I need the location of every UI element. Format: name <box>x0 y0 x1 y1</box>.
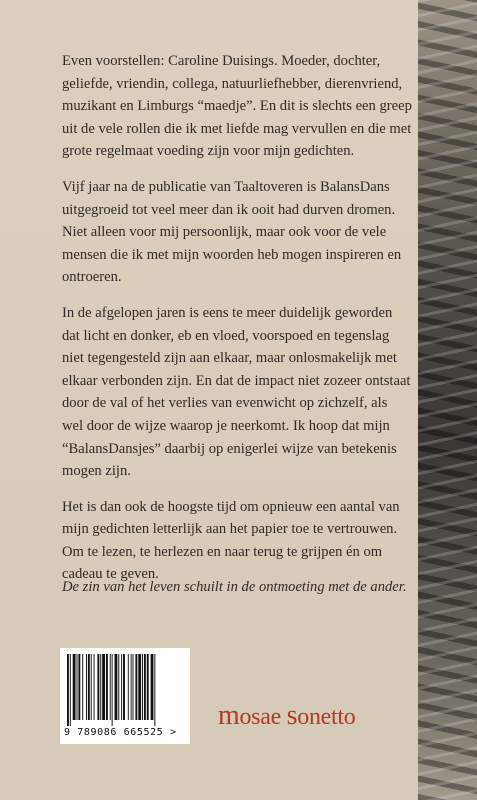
barcode-bar <box>106 654 108 720</box>
barcode-bar <box>147 654 149 720</box>
closing-quote: De zin van het leven schuilt in de ontmoeting met de ander. <box>62 579 407 595</box>
barcode-bar <box>110 654 111 720</box>
barcode-bar <box>151 654 154 720</box>
barcode-bar <box>133 654 134 720</box>
barcode-bar <box>86 654 87 720</box>
barcode-bar <box>121 654 122 720</box>
barcode-bar <box>118 654 119 720</box>
isbn-number <box>64 727 188 738</box>
barcode-bar <box>77 654 78 720</box>
barcode-bar <box>73 654 76 720</box>
barcode-bar <box>102 654 105 720</box>
barcode-bar <box>67 654 69 726</box>
isbn-digits: 9 789086 665525 <box>64 727 164 738</box>
publisher-logo-m: m <box>218 700 240 731</box>
publisher-logo <box>218 700 398 732</box>
barcode-bar <box>112 654 113 726</box>
barcode-bar <box>131 654 132 720</box>
blurb-paragraph-3: In de afgelopen jaren is eens te meer duidelijk geworden dat licht en donker, eb en vloed, voorspoed en tegenslag niet tegengesteld zijn aan elkaar, maar onlosmakelijk met elkaar verbonden zijn. En dat de impact niet zozeer ontstaat door de val of het verlies van evenwicht op zichzelf, als wel door de wijze waarop je neerkomt. Ik hoop dat mijn “BalansDansjes” daarbij op enigerlei wijze van betekenis mogen zijn. <box>62 304 411 480</box>
barcode-bar <box>88 654 90 720</box>
barcode-bar <box>138 654 141 720</box>
blurb-paragraph-2: Vijf jaar na de publicatie van Taaltoveren is BalansDans uitgegroeid tot veel meer dan ik ooit had durven dromen. Niet alleen voor mij persoonlijk, maar ook voor de vele mensen die ik met mijn woorden heb mogen inspireren en ontroeren. <box>62 178 402 286</box>
barcode-bar <box>82 654 83 720</box>
barcode-bar <box>154 654 155 726</box>
barcode-bar <box>135 654 137 720</box>
barcode-bar <box>94 654 95 720</box>
blurb-paragraph-1: Even voorstellen: Caroline Duisings. Moeder, dochter, geliefde, vriendin, collega, natuurliefhebber, dierenvriend, muzikant en Limburgs “maedje”. En dit is slechts een greep uit de vele rollen die ik met liefde mag vervullen en die met grote regelmaat voeding zijn voor mijn gedichten. <box>62 53 412 160</box>
barcode-bar <box>97 654 99 720</box>
isbn-barcode <box>60 648 190 744</box>
isbn-addon-marker: > <box>169 727 177 738</box>
barcode-bar <box>144 654 146 720</box>
publisher-logo-onetto: onetto <box>297 704 356 730</box>
cover-photo-edge <box>418 0 477 800</box>
barcode-bar <box>128 654 129 720</box>
barcode-bars <box>65 654 185 726</box>
barcode-bar <box>78 654 80 720</box>
barcode-bar <box>91 654 92 720</box>
barcode-bar <box>142 654 143 720</box>
barcode-bar <box>115 654 118 720</box>
barcode-bar <box>123 654 125 720</box>
blurb-text <box>62 50 412 599</box>
blurb-paragraph-4: Het is dan ook de hoogste tijd om opnieuw een aantal van mijn gedichten letterlijk aan het papier toe te vertrouwen. Om te lezen, te herlezen en naar terug te grijpen én om cadeau te geven. <box>62 498 400 583</box>
barcode-bar <box>100 654 101 720</box>
publisher-logo-s: s <box>286 700 298 731</box>
publisher-logo-osae: osae <box>239 704 287 730</box>
barcode-bar <box>70 654 71 726</box>
